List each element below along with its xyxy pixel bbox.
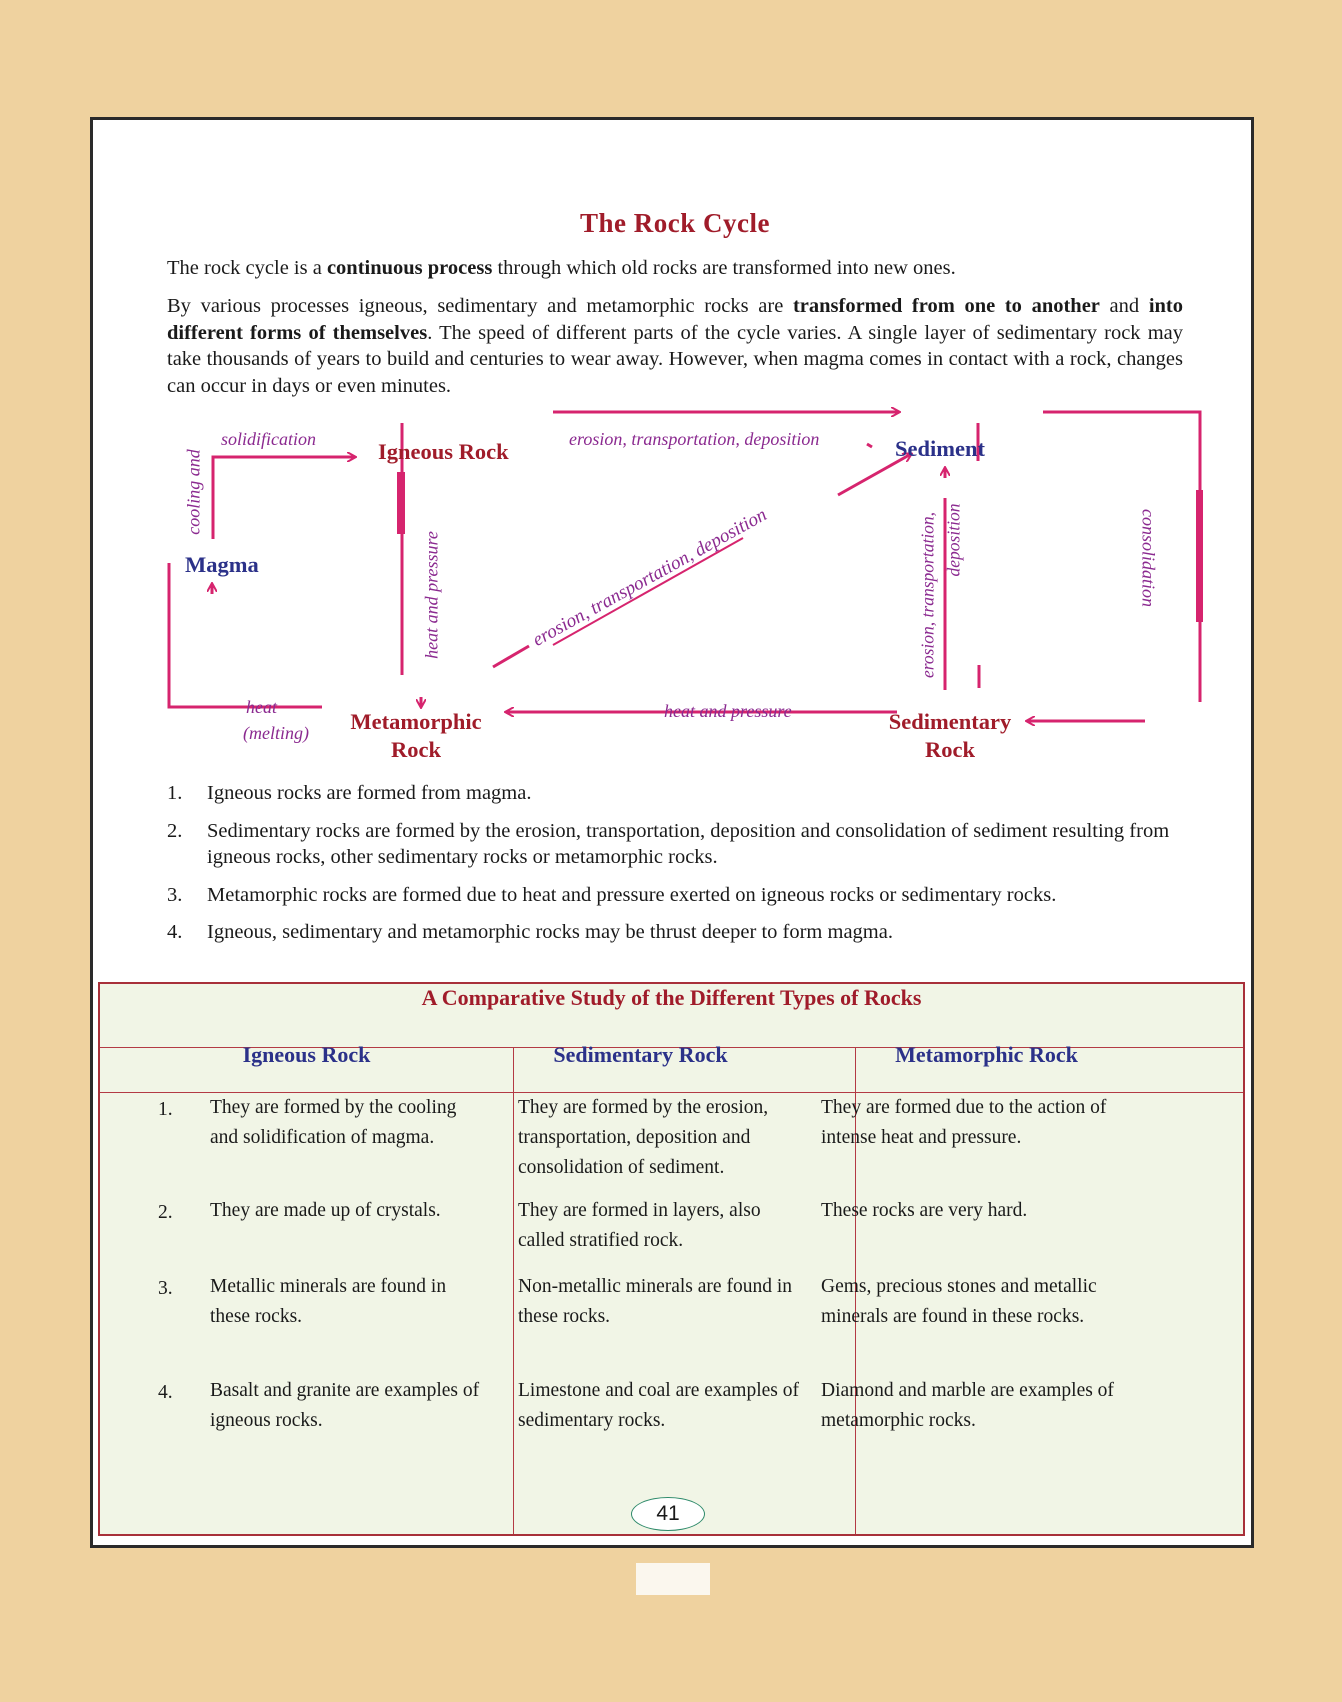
row-number: 4. [158, 1382, 173, 1403]
node-igneous-rock: Igneous Rock [378, 439, 509, 464]
row-number: 2. [158, 1202, 173, 1223]
loop-consolidation [1043, 412, 1200, 702]
node-magma: Magma [185, 552, 259, 577]
node-metamorphic-rock: Metamorphic Rock [350, 709, 482, 762]
page-number: 41 [631, 1497, 705, 1531]
label-solidification: solidification [221, 429, 317, 449]
diagonal-lower [493, 646, 529, 667]
column-header-sedimentary: Sedimentary Rock [553, 1042, 728, 1067]
label-cooling-and: cooling and [183, 449, 204, 535]
table-cell: Basalt and granite are examples of igneous rocks. [210, 1380, 480, 1431]
column-header-igneous: Igneous Rock [242, 1042, 371, 1067]
bar-igneous-thick [397, 472, 405, 534]
label-melting: (melting) [243, 723, 309, 743]
loop-melting [169, 563, 322, 707]
page-title: The Rock Cycle [580, 208, 770, 238]
row-number: 1. [158, 1099, 173, 1120]
row-number: 3. [158, 1278, 173, 1299]
column-header-metamorphic: Metamorphic Rock [895, 1042, 1078, 1067]
table-cell: They are formed by the cooling and solidification of magma. [210, 1097, 457, 1148]
table-cell: They are formed in layers, also called stratified rock. [518, 1200, 761, 1251]
column-divider [513, 1047, 514, 1534]
label-heat-and-pressure-bottom: heat and pressure [664, 701, 792, 721]
label-heat-and-pressure-vertical: heat and pressure [421, 531, 442, 659]
node-sediment: Sediment [895, 436, 985, 461]
intro-paragraph-2: By various processes igneous, sedimentary and metamorphic rocks are transformed from one to another and into different forms of themselves. The speed of different parts of the cycle varies. A single layer of sedimentary rock may take thousands of years to build and centuries to wear away. However, when magma comes in contact with a rock, changes can occur in days or even minutes. [167, 295, 1183, 397]
list-item: 3. Metamorphic rocks are formed due to heat and pressure exerted on igneous rocks or sedimentary rocks. [167, 883, 1057, 906]
node-sedimentary-rock: Sedimentary Rock [888, 709, 1012, 762]
table-cell: Limestone and coal are examples of sedimentary rocks. [518, 1380, 800, 1431]
table-cell: Gems, precious stones and metallic minerals are found in these rocks. [821, 1276, 1097, 1327]
label-top-erosion: erosion, transportation, deposition [569, 429, 820, 449]
table-cell: Diamond and marble are examples of metamorphic rocks. [821, 1380, 1114, 1431]
label-consolidation: consolidation [1138, 509, 1159, 607]
bar-consolidation-thick [1196, 490, 1203, 622]
dash-top [867, 444, 872, 447]
table-cell: Non-metallic minerals are found in these rocks. [518, 1276, 792, 1327]
arrow-magma-to-igneous [213, 457, 355, 539]
table-cell: They are formed by the erosion, transportation, deposition and consolidation of sediment. [518, 1097, 769, 1178]
table-cell: These rocks are very hard. [821, 1200, 1028, 1221]
label-heat: heat [246, 697, 277, 717]
textbook-page [90, 117, 1254, 1548]
table-title: A Comparative Study of the Different Types of Rocks [421, 985, 922, 1010]
label-right-erosion: erosion, transportation, [917, 511, 938, 679]
list-item: 4. Igneous, sedimentary and metamorphic rocks may be thrust deeper to form magma. [167, 921, 893, 943]
table-cell: Metallic minerals are found in these rocks. [210, 1276, 447, 1327]
list-item: 2. Sedimentary rocks are formed by the erosion, transportation, deposition and consolidation of sediment resulting from igneous rocks, other sedimentary rocks or metamorphic rocks. [167, 819, 1170, 868]
table-cell: They are formed due to the action of intense heat and pressure. [821, 1097, 1107, 1148]
rock-facts-list [167, 780, 1187, 957]
list-item: 1. Igneous rocks are formed from magma. [167, 782, 532, 804]
table-cell: They are made up of crystals. [210, 1200, 441, 1221]
rock-cycle-arrows [93, 120, 1257, 780]
intro-paragraph-1: The rock cycle is a continuous process through which old rocks are transformed into new ones. [167, 257, 956, 279]
comparison-table [98, 982, 1245, 1536]
label-right-deposition: deposition [943, 503, 964, 577]
label-diagonal-erosion: erosion, transportation, deposition [529, 504, 771, 651]
footer-box [636, 1563, 710, 1595]
